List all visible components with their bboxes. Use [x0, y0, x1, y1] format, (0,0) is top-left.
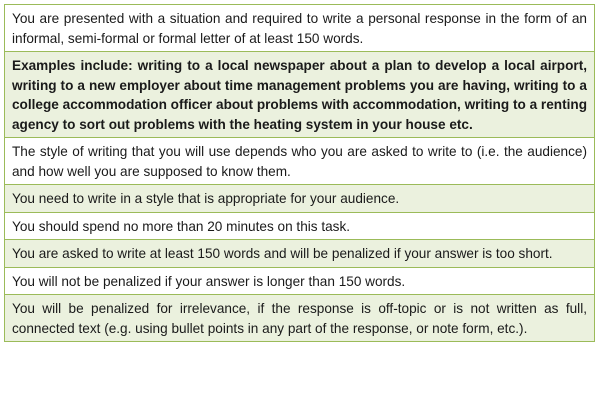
row-text: You are presented with a situation and required to write a personal response in the form of an informal, semi-formal or formal letter of at least 150 words.	[12, 11, 587, 46]
table-row-task-description	[5, 5, 594, 51]
row-text: You need to write in a style that is appropriate for your audience.	[12, 191, 400, 206]
table-row-time-limit	[5, 212, 594, 240]
row-text: You will be penalized for irrelevance, if the response is off-topic or is not written as full, connected text (e.g. using bullet points in any part of the response, or note form, etc.).	[12, 301, 587, 336]
table-row-examples	[5, 51, 594, 137]
row-text: The style of writing that you will use depends who you are asked to write to (i.e. the audience) and how well you are supposed to know them.	[12, 144, 587, 179]
row-text: You should spend no more than 20 minutes on this task.	[12, 218, 351, 234]
table-row-audience	[5, 184, 594, 212]
table-row-writing-style	[5, 137, 594, 184]
row-text: You are asked to write at least 150 words and will be penalized if your answer is too short.	[12, 246, 553, 261]
table-row-irrelevance-penalty	[5, 294, 594, 341]
row-text: You will not be penalized if your answer is longer than 150 words.	[12, 273, 406, 289]
task-guidelines-table	[4, 4, 595, 342]
table-row-minimum-words	[5, 239, 594, 267]
table-row-longer-answers	[5, 267, 594, 295]
row-text: Examples include: writing to a local newspaper about a plan to develop a local airport, writing to a new employer about time management problems you are having, writing to a college accommodation officer about problems with accommodation, writing to a renting agency to sort out problems with the heating system in your house etc.	[12, 58, 587, 132]
